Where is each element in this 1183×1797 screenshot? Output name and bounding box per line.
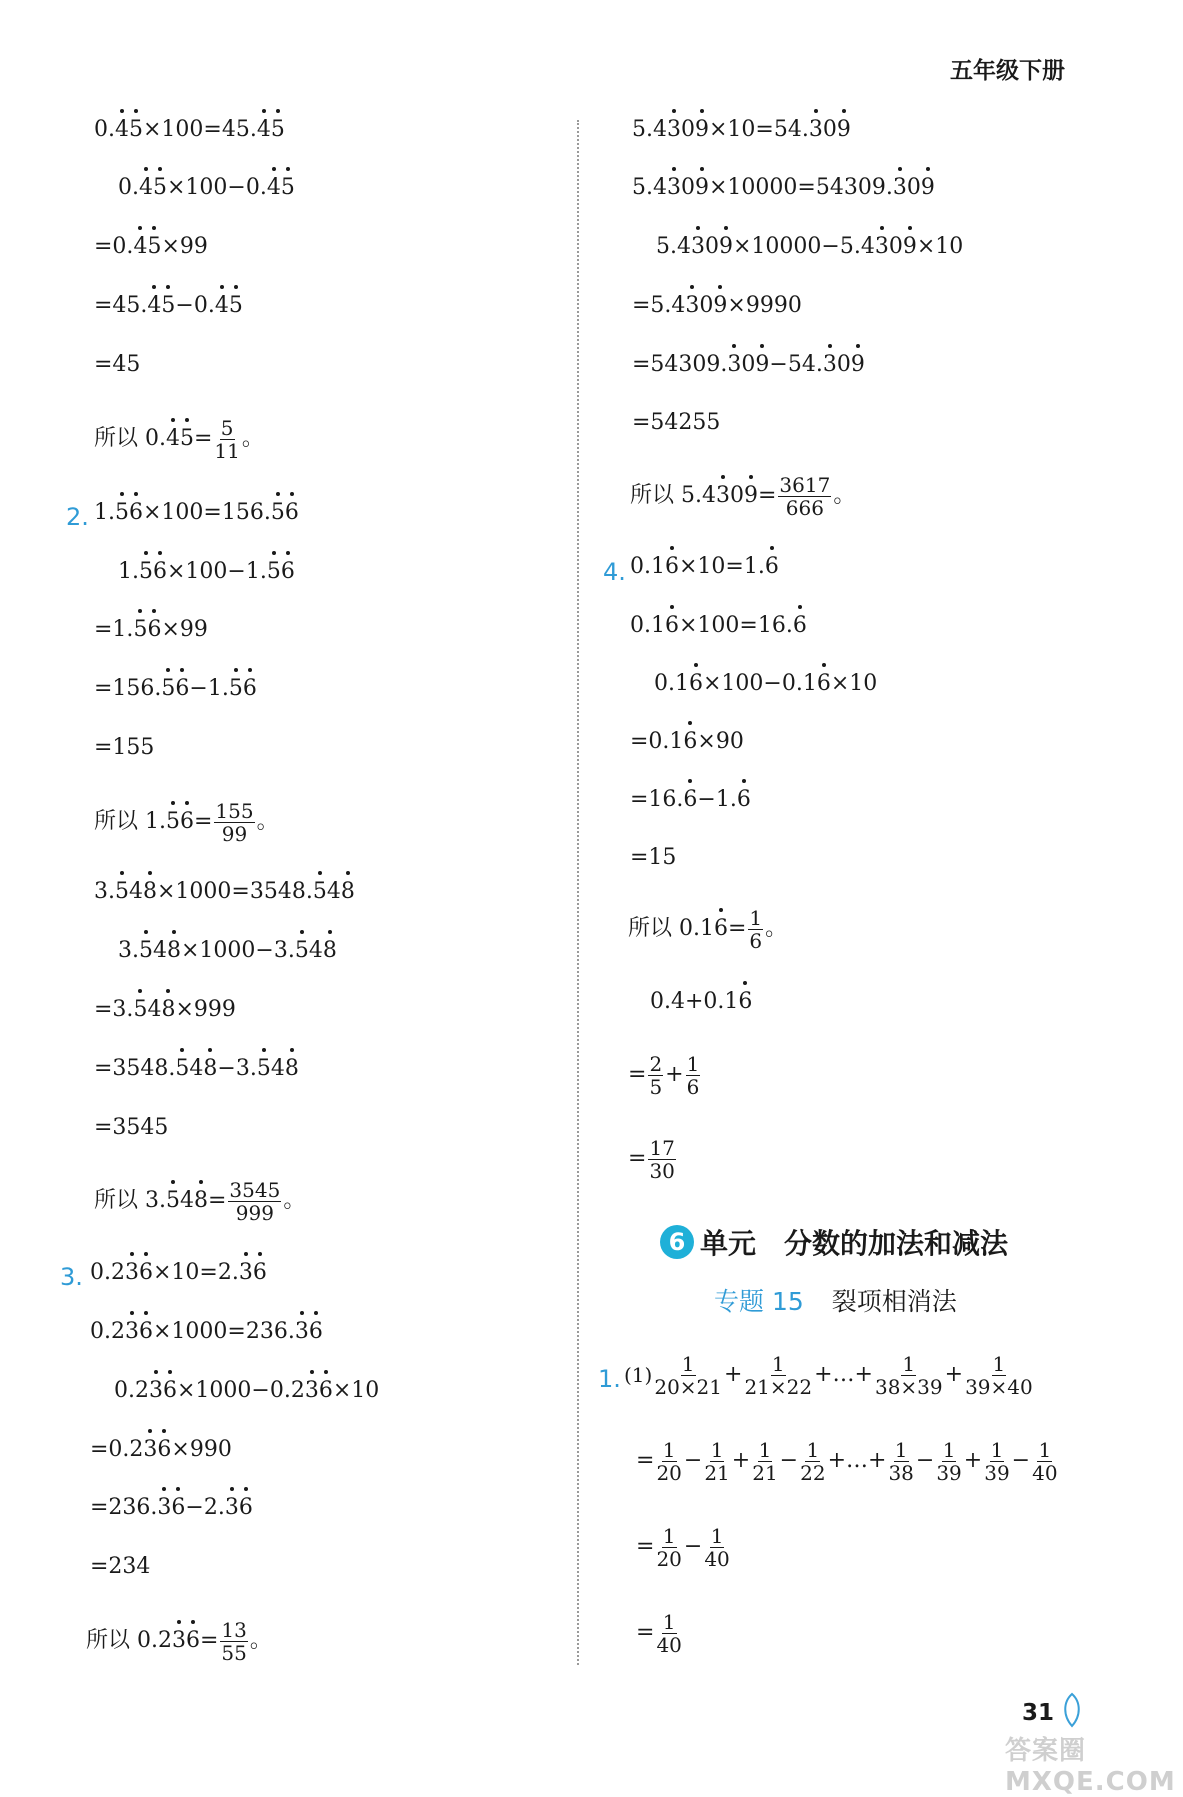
calc-line: (1) $\frac{1}{20\times 21}$ + $\frac{1}{21\times 22}$ +…+ $\frac{1}{38\times 39}$ + $\frac{1}{39\times 40}$ [624, 1351, 1033, 1399]
topic-heading [714, 1282, 957, 1318]
conclusion-line: 所以 1. 5 6 = $\frac{155}{99}$ 。 [94, 798, 279, 846]
calc-line: 1. 5 6 ×100−1. 5 6 [118, 554, 295, 590]
calc-line: =45 [94, 352, 141, 377]
calc-line: = $\frac{1}{40}$ [636, 1609, 682, 1657]
calc-line: 0.4+0.1 6 [650, 984, 752, 1020]
fraction: $\frac{1}{39}$ [936, 1437, 962, 1485]
fraction: $\frac{1}{40}$ [704, 1523, 730, 1571]
question-number: 3. [60, 1263, 83, 1291]
fraction: $\frac{5}{11}$ [214, 415, 240, 463]
fraction: $\frac{1}{22}$ [800, 1437, 826, 1485]
fraction: $\frac{1}{21\times 22}$ [744, 1351, 813, 1399]
calc-line: 3. 5 4 8 ×1000−3. 5 4 8 [118, 933, 337, 969]
conclusion-line: 所以 5.4 3 0 9 = $\frac{3617}{666}$ 。 [630, 472, 856, 520]
fraction: $\frac{1}{6}$ [686, 1051, 700, 1099]
leaf-icon [1055, 1690, 1089, 1730]
calc-line: 0.2 3 6 ×10=2. 3 6 [90, 1255, 267, 1291]
fraction: $\frac{1}{21}$ [704, 1437, 730, 1485]
topic-title: 裂项相消法 [831, 1287, 957, 1316]
unit-number-badge: 6 [660, 1225, 694, 1259]
conclusion-line: 所以 0. 4 5 = $\frac{5}{11}$ 。 [94, 415, 264, 463]
calc-line: =0.2 3 6 ×990 [90, 1432, 232, 1468]
fraction: $\frac{3617}{666}$ [779, 472, 831, 520]
question-number: 1. [598, 1365, 621, 1393]
fraction: $\frac{1}{39}$ [984, 1437, 1010, 1485]
fraction: $\frac{1}{40}$ [1032, 1437, 1058, 1485]
fraction: $\frac{155}{99}$ [215, 798, 254, 846]
calc-line: =156. 5 6 −1. 5 6 [94, 671, 257, 707]
calc-line: =54309. 3 0 9 −54. 3 0 9 [632, 347, 865, 383]
fraction: $\frac{1}{40}$ [656, 1609, 682, 1657]
calc-line: =45. 4 5 −0. 4 5 [94, 288, 243, 324]
fraction: $\frac{1}{20\times 21}$ [654, 1351, 722, 1399]
fraction: $\frac{13}{55}$ [221, 1617, 247, 1665]
fraction: $\frac{1}{20}$ [656, 1437, 682, 1485]
conclusion-line: 所以 0.1 6 = $\frac{1}{6}$ 。 [628, 905, 788, 953]
calc-line: =236. 3 6 −2. 3 6 [90, 1490, 253, 1526]
calc-line: 0. 4 5 ×100−0. 4 5 [118, 170, 295, 206]
calc-line: 3. 5 4 8 ×1000=3548. 5 4 8 [94, 874, 355, 910]
calc-line: 1. 5 6 ×100=156. 5 6 [94, 495, 299, 531]
calc-line: 5.4 3 0 9 ×10000=54309. 3 0 9 [632, 170, 935, 206]
calc-line: = $\frac{17}{30}$ [628, 1135, 675, 1183]
question-number: 2. [66, 503, 89, 531]
fraction: $\frac{17}{30}$ [649, 1135, 675, 1183]
calc-line: 0.1 6 ×10=1. 6 [630, 549, 779, 585]
calc-line: =3548. 5 4 8 −3. 5 4 8 [94, 1051, 299, 1087]
conclusion-line: 所以 3. 5 4 8 = $\frac{3545}{999}$ 。 [94, 1177, 306, 1225]
unit-label: 单元 [700, 1227, 757, 1260]
grade-header: 五年级下册 [950, 58, 1065, 84]
calc-line: 0.2 3 6 ×1000=236. 3 6 [90, 1314, 323, 1350]
calc-line: 0.1 6 ×100=16. 6 [630, 608, 807, 644]
calc-line: =234 [90, 1554, 151, 1579]
page-number: 31 [1022, 1700, 1055, 1726]
fraction: $\frac{1}{20}$ [656, 1523, 682, 1571]
calc-line: = $\frac{1}{20}$ − $\frac{1}{21}$ + $\frac{1}{21}$ − $\frac{1}{22}$ +…+ $\frac{1}{38}$ − $\frac{1}{39}$ + $\frac{1}{39}$ − $\frac{1}{40}$ [636, 1437, 1058, 1485]
fraction: $\frac{3545}{999}$ [229, 1177, 281, 1225]
calc-line: 0.1 6 ×100−0.1 6 ×10 [654, 666, 877, 702]
calc-line: =3. 5 4 8 ×999 [94, 992, 236, 1028]
calc-line: =15 [630, 845, 677, 870]
topic-label: 专题 15 [714, 1287, 804, 1316]
calc-line: 5.4 3 0 9 ×10000−5.4 3 0 9 ×10 [656, 229, 963, 265]
watermark: 答案圈 MXQE.COM [1005, 1736, 1176, 1797]
calc-line: 5.4 3 0 9 ×10=54. 3 0 9 [632, 112, 851, 148]
calc-line: =0.1 6 ×90 [630, 724, 744, 760]
calc-line: =155 [94, 735, 155, 760]
calc-line: =54255 [632, 410, 721, 435]
calc-line: =16. 6 −1. 6 [630, 782, 751, 818]
unit-heading [660, 1222, 1008, 1262]
column-divider [577, 120, 579, 1665]
fraction: $\frac{1}{38}$ [888, 1437, 914, 1485]
calc-line: 0.2 3 6 ×1000−0.2 3 6 ×10 [114, 1373, 379, 1409]
calc-line: =1. 5 6 ×99 [94, 612, 208, 648]
fraction: $\frac{2}{5}$ [649, 1051, 663, 1099]
calc-line: = $\frac{2}{5}$ + $\frac{1}{6}$ [628, 1051, 700, 1099]
fraction: $\frac{1}{21}$ [752, 1437, 778, 1485]
fraction: $\frac{1}{39\times 40}$ [965, 1351, 1033, 1399]
question-number: 4. [603, 558, 626, 586]
calc-line: =3545 [94, 1115, 169, 1140]
calc-line: = $\frac{1}{20}$ − $\frac{1}{40}$ [636, 1523, 730, 1571]
calc-line: 0. 4 5 ×100=45. 4 5 [94, 112, 285, 148]
fraction: $\frac{1}{38\times 39}$ [874, 1351, 943, 1399]
fraction: $\frac{1}{6}$ [749, 905, 763, 953]
unit-title: 分数的加法和减法 [784, 1227, 1009, 1260]
calc-line: =5.4 3 0 9 ×9990 [632, 288, 802, 324]
conclusion-line: 所以 0.2 3 6 = $\frac{13}{55}$ 。 [86, 1617, 272, 1665]
calc-line: =0. 4 5 ×99 [94, 229, 208, 265]
